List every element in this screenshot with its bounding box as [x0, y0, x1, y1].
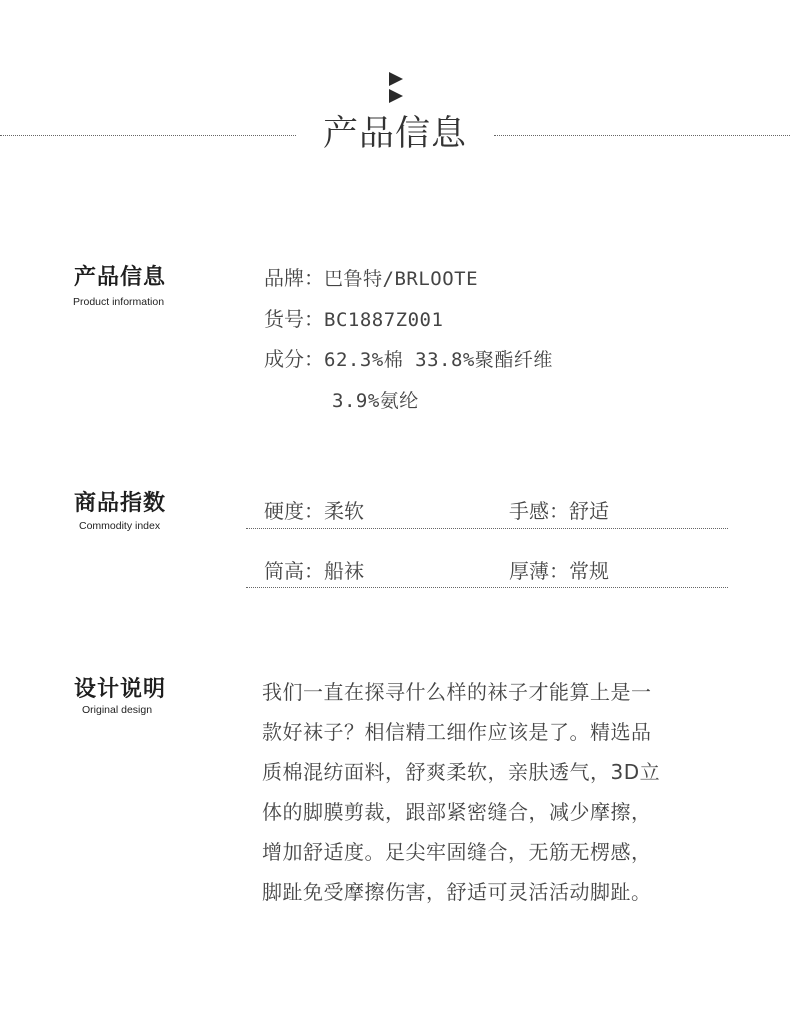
section-subtitle-product-info: Product information	[73, 296, 165, 308]
description-line: 款好袜子？相信精工细作应该是了。精选品	[262, 720, 652, 744]
description-line: 体的脚膜剪裁，跟部紧密缝合，减少摩擦，	[262, 800, 652, 824]
section-subtitle-design: Original design	[82, 704, 153, 716]
composition-label: 成分：	[264, 347, 324, 371]
sku-label: 货号：	[264, 307, 324, 331]
page-title: 产品信息	[322, 114, 467, 154]
description-line: 我们一直在探寻什么样的袜子才能算上是一	[262, 680, 652, 704]
section-title-design: 设计说明	[74, 677, 167, 702]
brand-value: 巴鲁特/BRLOOTE	[324, 268, 479, 290]
index-row-divider-1	[246, 528, 728, 529]
description-line: 脚趾免受摩擦伤害，舒适可灵活活动脚趾。	[262, 880, 652, 904]
hardness-value: 硬度：柔软	[264, 499, 364, 523]
description-line: 增加舒适度。足尖牢固缝合，无筋无楞感，	[262, 840, 652, 864]
section-subtitle-commodity-index: Commodity index	[79, 520, 161, 532]
section-title-commodity-index: 商品指数	[74, 491, 167, 516]
composition-row-2	[332, 386, 419, 415]
composition-value-line2: 3.9%氨纶	[332, 390, 419, 412]
brand-row	[264, 264, 478, 293]
sku-value: BC1887Z001	[324, 309, 444, 331]
composition-value-line1: 62.3%棉 33.8%聚酯纤维	[324, 349, 553, 371]
feel-value: 手感：舒适	[509, 499, 609, 523]
play-arrows-icon	[388, 72, 404, 106]
thickness-value: 厚薄：常规	[509, 559, 609, 583]
design-description	[262, 672, 712, 912]
sku-row	[264, 305, 443, 334]
composition-row	[264, 345, 553, 374]
brand-label: 品牌：	[264, 266, 324, 290]
section-title-product-info: 产品信息	[74, 265, 167, 290]
description-line: 质棉混纺面料，舒爽柔软，亲肤透气，3D立	[262, 760, 661, 784]
tube-height-value: 筒高：船袜	[264, 559, 364, 583]
index-row-divider-2	[246, 587, 728, 588]
